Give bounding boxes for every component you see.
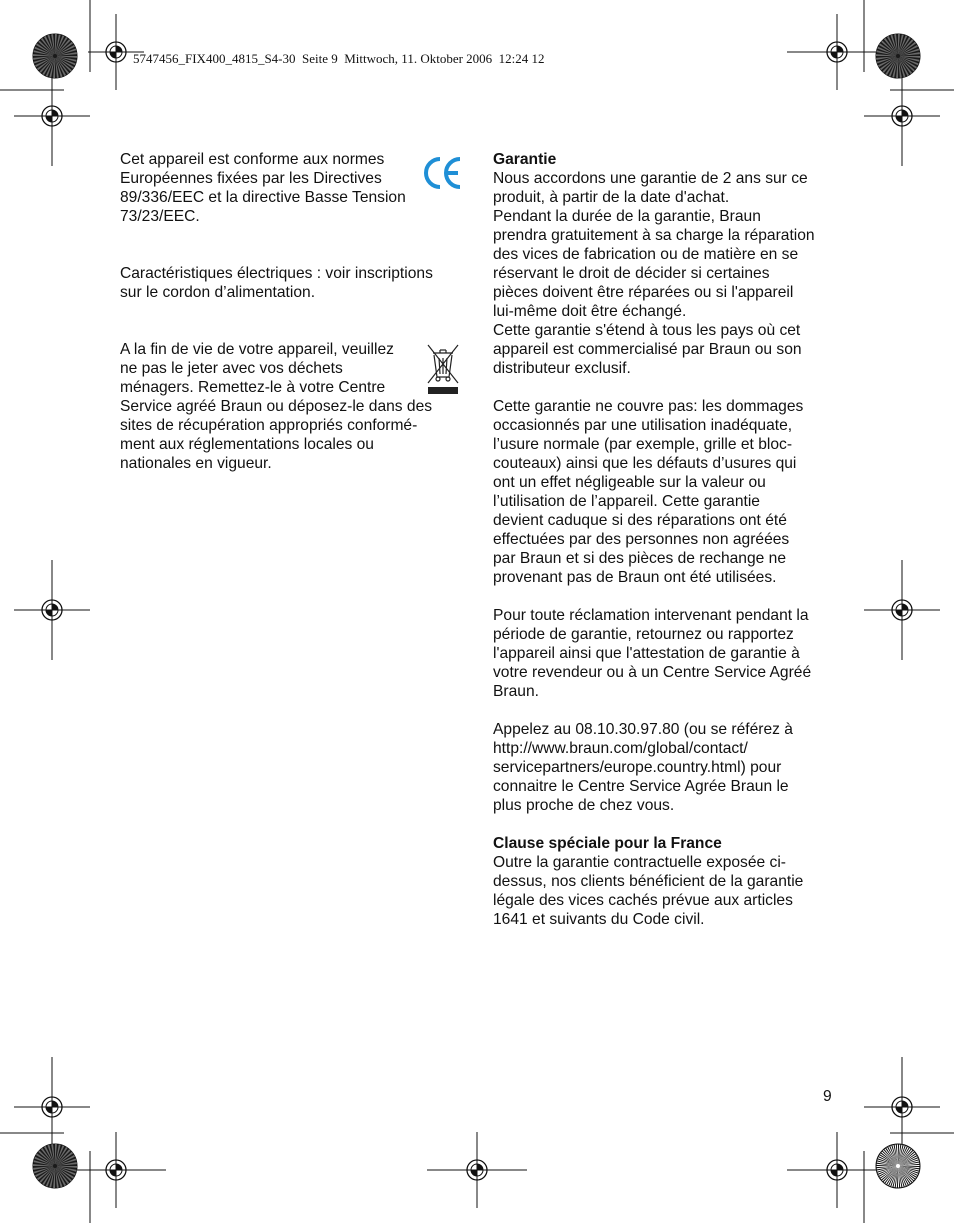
crossed-out-bin-icon — [424, 341, 462, 397]
registration-mark-icon — [427, 1132, 527, 1208]
print-slug: 5747456_FIX400_4815_S4-30 Seite 9 Mittwoch, 11. Oktober 2006 12:24 12 — [133, 51, 545, 66]
warranty-paragraph: Nous accordons une garantie de 2 ans sur ce produit, à partir de la date d'achat. Pendant la durée de la garantie, Braun prendra gratuitement à sa charge la réparation des vices de fabrication ou de matière en se réservant le droit de décider si certaines pièces doivent être réparées ou si l'appareil lui-même doit être échangé. Cette garantie s'étend à tous les pays où cet appareil est commercialisé par Braun ou son distributeur exclusif. — [493, 170, 815, 377]
starburst-target-icon — [33, 1144, 77, 1188]
registration-mark-icon — [864, 1057, 940, 1157]
registration-mark-icon — [864, 66, 940, 166]
electrical-characteristics-text: Caractéristiques électriques : voir inscriptions sur le cordon d’alimentation. — [120, 265, 433, 301]
registration-mark-icon — [864, 560, 940, 660]
warranty-heading: Garantie — [493, 151, 557, 168]
ce-conformity-text: Cet appareil est conforme aux normes Européennes fixées par les Directives 89/336/EEC et la directive Basse Tension 73/23/EEC. — [120, 151, 406, 225]
warranty-exclusions-paragraph: Cette garantie ne couvre pas: les dommages occasionnés par une utilisation inadéquate, l’usure normale (par exemple, grille et bloc- couteaux) ainsi que les défauts d’usures qui ont un effet négligeable sur la valeur ou l’utilisation de l’appareil. Cette garantie devient caduque si des réparations ont été effectuées par des personnes non agréées par Braun et si des pièces de rechange ne provenant pas de Braun ont été utilisées. — [493, 398, 804, 586]
starburst-target-icon — [876, 1144, 920, 1188]
france-clause-heading: Clause spéciale pour la France — [493, 835, 722, 852]
disposal-text: A la fin de vie de votre appareil, veuillez ne pas le jeter avec vos déchets ménagers. Remettez-le à votre Centre Service agréé Braun ou déposez-le dans des sites de récupération appropriés conformé- ment aux réglementations locales ou nationales en vigueur. — [120, 341, 433, 472]
registration-mark-icon — [66, 1132, 166, 1208]
service-contact-paragraph: Appelez au 08.10.30.97.80 (ou se référez à http://www.braun.com/global/contact/ servicepartners/europe.country.html) pour connaitre le Centre Service Agrée Braun le plus proche de chez vous. — [493, 721, 793, 814]
registration-mark-icon — [14, 560, 90, 660]
registration-mark-icon — [14, 1057, 90, 1157]
page-number: 9 — [823, 1088, 832, 1105]
registration-mark-icon — [787, 14, 887, 90]
ce-mark-icon — [423, 155, 463, 191]
starburst-target-icon — [33, 34, 77, 78]
france-clause-paragraph: Outre la garantie contractuelle exposée ci- dessus, nos clients bénéficient de la garantie légale des vices cachés prévue aux articles 1641 et suivants du Code civil. — [493, 854, 804, 928]
starburst-target-icon — [876, 34, 920, 78]
right-column — [493, 150, 838, 929]
registration-mark-icon — [787, 1132, 887, 1208]
warranty-claims-paragraph: Pour toute réclamation intervenant pendant la période de garantie, retournez ou rapportez l'appareil ainsi que l'attestation de garantie à votre revendeur ou à un Centre Service Agréé Braun. — [493, 607, 812, 700]
registration-mark-icon — [14, 66, 90, 166]
